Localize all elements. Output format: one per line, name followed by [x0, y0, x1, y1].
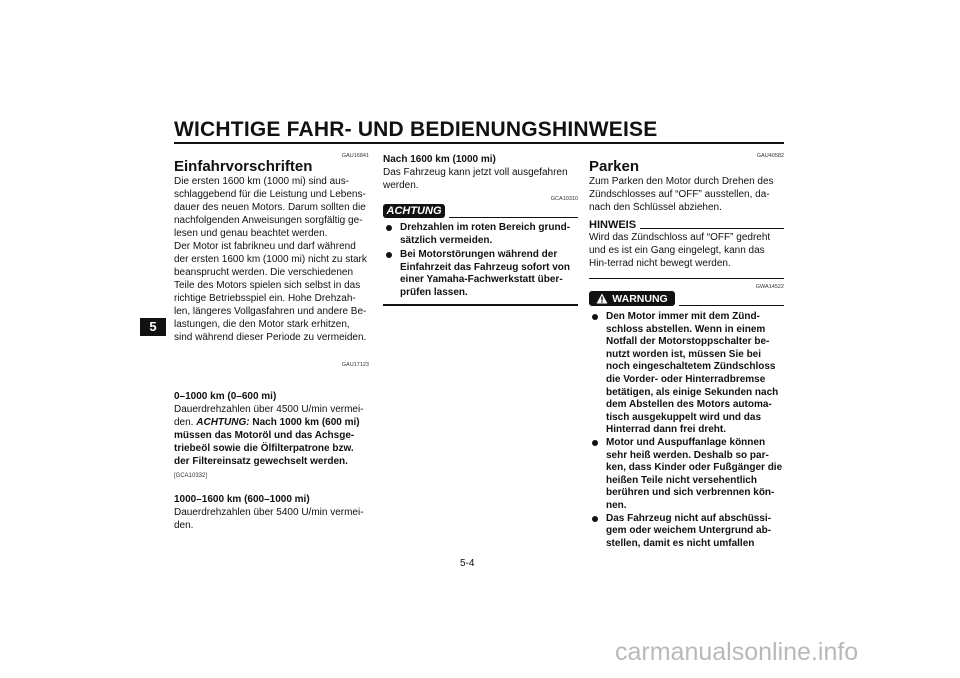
achtung-code: GCA10310 [550, 196, 578, 202]
header-rule [174, 142, 784, 144]
range2-heading: 1000–1600 km (600–1000 mi) [174, 494, 310, 505]
hinweis-end-rule [589, 278, 784, 279]
bullet-icon [386, 225, 392, 231]
column-1 [174, 153, 369, 532]
warnung-rule [679, 305, 784, 306]
section-heading-nach-1600: Nach 1600 km (1000 mi) [383, 154, 496, 165]
warnung-header [589, 291, 784, 306]
range1-paragraph [174, 403, 369, 468]
nach-1600-paragraph: Das Fahrzeug kann jetzt voll ausgefahren werden. [383, 167, 568, 191]
achtung-header [383, 204, 578, 218]
chapter-tab: 5 [140, 318, 166, 336]
parken-paragraph: Zum Parken den Motor durch Drehen des Zündschlosses auf “OFF” ausstellen, da-nach den Schlüssel abziehen. [589, 176, 774, 213]
hinweis-paragraph: Wird das Zündschloss auf “OFF” gedreht und es ist ein Gang eingelegt, kann das Hin-terrad nicht bewegt werden. [589, 232, 771, 269]
list-item: Drehzahlen im roten Bereich grund-sätzlich vermeiden. [383, 222, 578, 247]
page-number: 5-4 [460, 558, 475, 569]
bullet-icon [592, 314, 598, 320]
achtung-badge: ACHTUNG [383, 204, 445, 218]
list-item: Das Fahrzeug nicht auf abschüssi-gem oder weichem Untergrund ab-stellen, damit es nicht umfallen [589, 513, 784, 551]
achtung-rule [449, 217, 578, 218]
warnung-badge-label: WARNUNG [612, 292, 668, 305]
intro-paragraph: Die ersten 1600 km (1000 mi) sind aus-schlaggebend für die Leistung und Lebens-dauer des neuen Motors. Darum sollten die nachfolgenden Anweisungen sorgfältig ge-lesen und genau beachtet werden. [174, 176, 366, 239]
achtung-bullet-list [383, 222, 578, 300]
warnung-code: GWA14522 [755, 284, 784, 290]
warnung-bullet-list [589, 311, 784, 550]
hinweis-label: HINWEIS [589, 219, 637, 231]
column-3 [589, 153, 784, 550]
section-heading-parken: Parken [589, 158, 640, 175]
list-item: Bei Motorstörungen während der Einfahrzeit das Fahrzeug sofort von einer Yamaha-Fachwerkstatt über-prüfen lassen. [383, 249, 578, 299]
range1-code: [GCA10332] [174, 473, 208, 479]
range1-achtung-label: ACHTUNG: [196, 417, 250, 428]
section-code: GAU16841 [341, 153, 369, 159]
range1-text: Dauerdrehzahlen über 4500 U/min vermei-den. [174, 404, 364, 428]
page-header-title: WICHTIGE FAHR- UND BEDIENUNGSHINWEISE [174, 118, 658, 141]
hinweis-rule [640, 228, 784, 229]
section-code-parken: GAU40582 [756, 153, 784, 159]
list-item: Motor und Auspuffanlage können sehr heiß werden. Deshalb so par-ken, dass Kinder oder Fußgänger die heißen Teile nicht versehentlich berühren und sich verbrennen kön-nen. [589, 437, 784, 513]
hinweis-header [589, 219, 784, 231]
range1-warning-text: Nach 1000 km (600 mi) müssen das Motoröl und das Achsge-triebeöl sowie die Ölfilterpatrone bzw. der Filtereinsatz gewechselt werden. [174, 417, 360, 467]
watermark: carmanualsonline.info [615, 638, 859, 666]
bullet-icon [592, 516, 598, 522]
bullet-icon [592, 440, 598, 446]
section-code-2: GAU17123 [341, 362, 369, 368]
warnung-badge [589, 291, 675, 306]
range2-paragraph: Dauerdrehzahlen über 5400 U/min vermei-den. [174, 507, 364, 531]
section-heading-einfahrvorschriften: Einfahrvorschriften [174, 158, 313, 175]
warning-triangle-icon [596, 293, 608, 304]
bullet-icon [386, 252, 392, 258]
achtung-end-rule [383, 304, 578, 306]
intro-paragraph-2: Der Motor ist fabrikneu und darf während der ersten 1600 km (1000 mi) nicht zu stark beansprucht werden. Die verschiedenen Teile des Motors spielen sich selbst in das richtige Betriebsspiel ein. Hohe Drehzah-len, längeres Vollgasfahren und andere Be-lastungen, die den Motor stark erhitzen, sind während dieser Periode zu vermeiden. [174, 241, 367, 343]
column-2 [383, 153, 578, 306]
list-item: Den Motor immer mit dem Zünd-schloss abstellen. Wenn in einem Notfall der Motorstoppschalter be-nutzt worden ist, müssen Sie bei noch eingeschaltetem Zündschloss die Vorder- oder Hinterradbremse betätigen, als einige Sekunden nach dem Abstellen des Motors automa-tisch ausgekuppelt wird und das Hinterrad dann frei dreht. [589, 311, 784, 437]
range1-heading: 0–1000 km (0–600 mi) [174, 391, 277, 402]
